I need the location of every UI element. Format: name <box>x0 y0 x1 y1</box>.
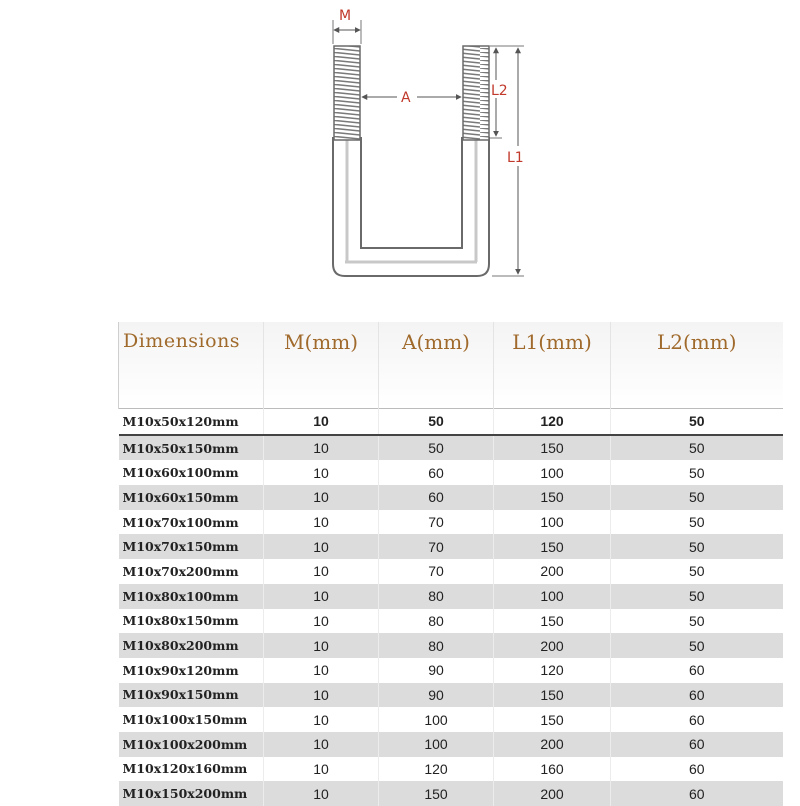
table-row <box>119 584 783 609</box>
cell-m: 10 <box>264 460 379 485</box>
spec-table <box>118 322 783 806</box>
table-row <box>119 534 783 559</box>
cell-dimensions: M10x90x120mm <box>119 658 264 683</box>
table-row <box>119 707 783 732</box>
m-label: M <box>339 8 351 24</box>
cell-l1: 160 <box>494 757 611 782</box>
cell-l2: 60 <box>611 683 783 708</box>
cell-m: 10 <box>264 534 379 559</box>
right-thread <box>463 46 489 140</box>
cell-dimensions: M10x80x100mm <box>119 584 264 609</box>
cell-m: 10 <box>264 435 379 461</box>
cell-l1: 120 <box>494 658 611 683</box>
a-dimension <box>362 87 461 106</box>
cell-m: 10 <box>264 485 379 510</box>
m-dimension <box>333 8 361 44</box>
cell-a: 60 <box>379 460 494 485</box>
cell-l1: 150 <box>494 485 611 510</box>
cell-l1: 100 <box>494 510 611 535</box>
cell-l2: 50 <box>611 409 783 435</box>
cell-l1: 150 <box>494 609 611 634</box>
cell-dimensions: M10x70x200mm <box>119 559 264 584</box>
cell-l1: 150 <box>494 534 611 559</box>
cell-a: 150 <box>379 781 494 806</box>
cell-m: 10 <box>264 781 379 806</box>
cell-dimensions: M10x70x100mm <box>119 510 264 535</box>
l2-dimension <box>490 46 514 138</box>
cell-dimensions: M10x120x160mm <box>119 757 264 782</box>
cell-a: 80 <box>379 609 494 634</box>
cell-m: 10 <box>264 584 379 609</box>
cell-l2: 60 <box>611 658 783 683</box>
cell-l1: 150 <box>494 435 611 461</box>
cell-a: 70 <box>379 534 494 559</box>
table-row <box>119 781 783 806</box>
cell-a: 80 <box>379 584 494 609</box>
l1-label: L1 <box>507 150 524 166</box>
table-row <box>119 485 783 510</box>
cell-l2: 50 <box>611 609 783 634</box>
header-l2: L2(mm) <box>611 322 783 409</box>
cell-m: 10 <box>264 633 379 658</box>
table-row <box>119 732 783 757</box>
cell-l2: 60 <box>611 732 783 757</box>
table-row <box>119 609 783 634</box>
cell-l1: 200 <box>494 633 611 658</box>
cell-l1: 100 <box>494 460 611 485</box>
cell-l2: 50 <box>611 485 783 510</box>
cell-l2: 60 <box>611 707 783 732</box>
cell-l2: 50 <box>611 534 783 559</box>
table-row <box>119 559 783 584</box>
cell-a: 120 <box>379 757 494 782</box>
cell-dimensions: M10x150x200mm <box>119 781 264 806</box>
cell-l1: 150 <box>494 707 611 732</box>
left-thread <box>334 46 360 140</box>
table-row <box>119 658 783 683</box>
cell-m: 10 <box>264 683 379 708</box>
cell-dimensions: M10x80x150mm <box>119 609 264 634</box>
table-body <box>119 409 783 806</box>
cell-m: 10 <box>264 609 379 634</box>
cell-l2: 50 <box>611 633 783 658</box>
cell-l1: 200 <box>494 781 611 806</box>
table-header <box>119 322 783 409</box>
table-row <box>119 633 783 658</box>
cell-a: 90 <box>379 658 494 683</box>
cell-l2: 50 <box>611 584 783 609</box>
u-bolt-diagram <box>0 0 800 300</box>
cell-a: 100 <box>379 732 494 757</box>
header-dimensions: Dimensions <box>119 322 264 409</box>
cell-l2: 60 <box>611 757 783 782</box>
header-row <box>119 322 783 409</box>
table-row <box>119 683 783 708</box>
cell-a: 80 <box>379 633 494 658</box>
cell-dimensions: M10x60x150mm <box>119 485 264 510</box>
cell-m: 10 <box>264 707 379 732</box>
cell-l1: 120 <box>494 409 611 435</box>
cell-a: 60 <box>379 485 494 510</box>
cell-dimensions: M10x50x120mm <box>119 409 264 435</box>
cell-l1: 200 <box>494 559 611 584</box>
cell-a: 50 <box>379 409 494 435</box>
cell-a: 70 <box>379 559 494 584</box>
cell-dimensions: M10x70x150mm <box>119 534 264 559</box>
table-row <box>119 460 783 485</box>
l2-label: L2 <box>491 83 508 99</box>
cell-l1: 100 <box>494 584 611 609</box>
cell-a: 90 <box>379 683 494 708</box>
header-a: A(mm) <box>379 322 494 409</box>
a-label: A <box>401 90 411 106</box>
cell-a: 70 <box>379 510 494 535</box>
cell-a: 100 <box>379 707 494 732</box>
u-bolt-body <box>333 138 489 276</box>
cell-l2: 50 <box>611 559 783 584</box>
cell-l1: 150 <box>494 683 611 708</box>
table-row <box>119 757 783 782</box>
cell-l2: 50 <box>611 435 783 461</box>
cell-m: 10 <box>264 559 379 584</box>
cell-l2: 50 <box>611 510 783 535</box>
table-row <box>119 435 783 461</box>
cell-m: 10 <box>264 409 379 435</box>
cell-dimensions: M10x90x150mm <box>119 683 264 708</box>
cell-dimensions: M10x60x100mm <box>119 460 264 485</box>
cell-m: 10 <box>264 757 379 782</box>
header-l1: L1(mm) <box>494 322 611 409</box>
header-m: M(mm) <box>264 322 379 409</box>
cell-m: 10 <box>264 732 379 757</box>
cell-dimensions: M10x100x200mm <box>119 732 264 757</box>
cell-l1: 200 <box>494 732 611 757</box>
cell-dimensions: M10x80x200mm <box>119 633 264 658</box>
cell-l2: 60 <box>611 781 783 806</box>
cell-a: 50 <box>379 435 494 461</box>
cell-dimensions: M10x100x150mm <box>119 707 264 732</box>
cell-m: 10 <box>264 510 379 535</box>
cell-dimensions: M10x50x150mm <box>119 435 264 461</box>
table-row <box>119 409 783 435</box>
cell-l2: 50 <box>611 460 783 485</box>
table-row <box>119 510 783 535</box>
cell-m: 10 <box>264 658 379 683</box>
